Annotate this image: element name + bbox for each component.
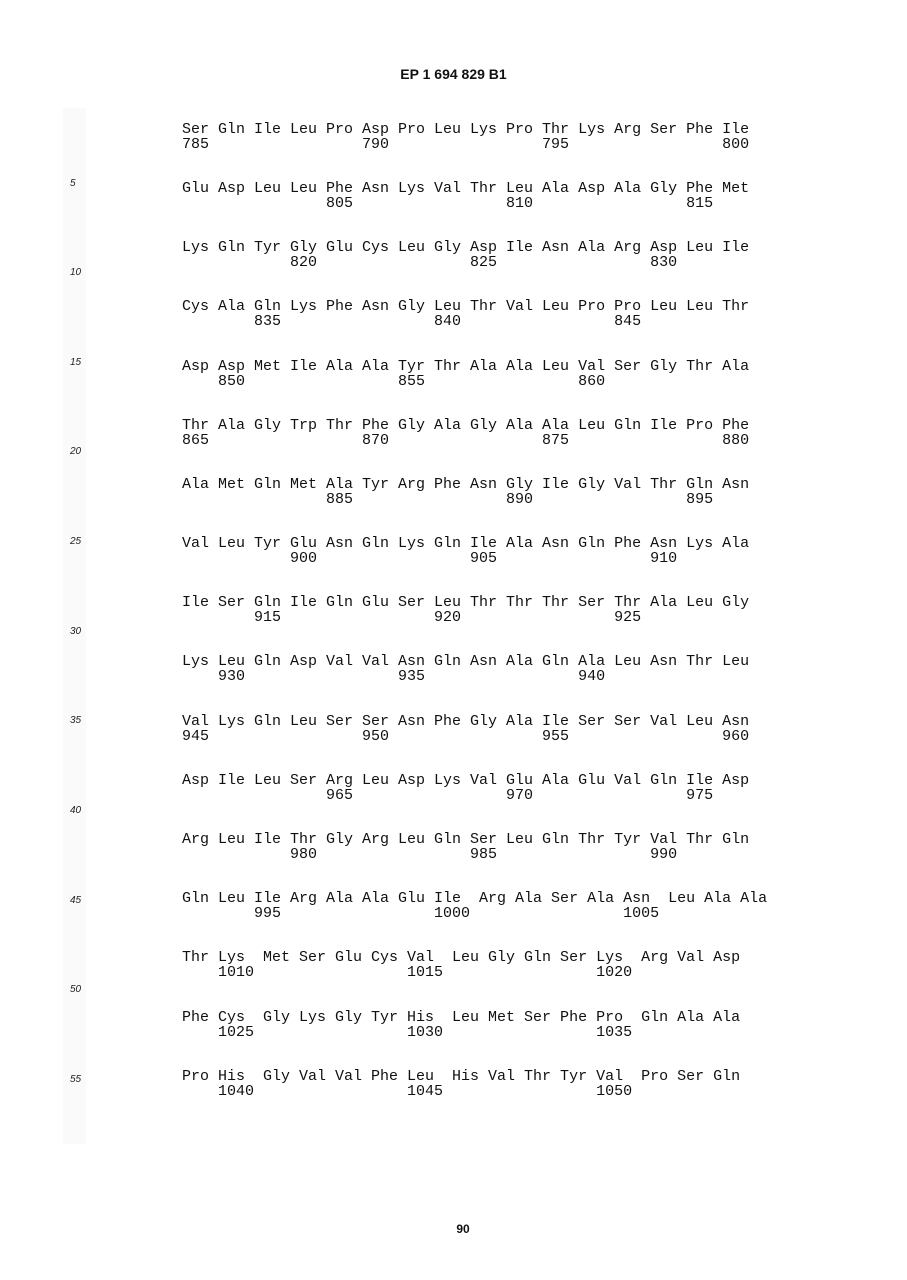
margin-line-number: 15 <box>70 357 82 368</box>
margin-line-number: 20 <box>70 446 82 457</box>
residues: Lys Gln Tyr Gly Glu Cys Leu Gly Asp Ile Asn Ala Arg Asp Leu Ile <box>182 239 750 256</box>
residues: Val Leu Tyr Glu Asn Gln Lys Gln Ile Ala Asn Gln Phe Asn Lys Ala <box>182 535 750 552</box>
residues: Arg Leu Ile Thr Gly Arg Leu Gln Ser Leu Gln Thr Tyr Val Thr Gln <box>182 831 750 848</box>
sequence-row <box>182 418 749 448</box>
residues: Gln Leu Ile Arg Ala Ala Glu Ile Arg Ala Ser Ala Asn Leu Ala Ala <box>182 890 768 907</box>
position-numbers: 835 840 845 <box>182 313 642 330</box>
sequence-row <box>182 477 749 507</box>
sequence-row <box>182 714 749 744</box>
sequence-row <box>182 950 740 980</box>
sequence-row <box>182 891 767 921</box>
sequence-row <box>182 299 749 329</box>
sequence-row <box>182 1010 740 1040</box>
position-numbers: 945 950 955 960 <box>182 728 750 745</box>
margin-line-number: 30 <box>70 626 82 637</box>
sequence-row <box>182 240 749 270</box>
margin-line-number: 35 <box>70 715 82 726</box>
residues: Pro His Gly Val Val Phe Leu His Val Thr Tyr Val Pro Ser Gln <box>182 1068 741 1085</box>
residues: Val Lys Gln Leu Ser Ser Asn Phe Gly Ala Ile Ser Ser Val Leu Asn <box>182 713 750 730</box>
position-numbers: 1010 1015 1020 <box>182 964 633 981</box>
page-number: 90 <box>456 1222 470 1236</box>
residues: Ser Gln Ile Leu Pro Asp Pro Leu Lys Pro Thr Lys Arg Ser Phe Ile <box>182 121 750 138</box>
position-numbers: 995 1000 1005 <box>182 905 660 922</box>
sequence-row <box>182 1069 740 1099</box>
position-numbers: 965 970 975 <box>182 787 714 804</box>
margin-line-number: 45 <box>70 895 82 906</box>
position-numbers: 865 870 875 880 <box>182 432 750 449</box>
margin-line-number: 40 <box>70 805 82 816</box>
patent-number: EP 1 694 829 B1 <box>400 66 507 82</box>
sequence-row <box>182 773 749 803</box>
sequence-row <box>182 654 749 684</box>
residues: Thr Lys Met Ser Glu Cys Val Leu Gly Gln Ser Lys Arg Val Asp <box>182 949 741 966</box>
position-numbers: 915 920 925 <box>182 609 642 626</box>
position-numbers: 805 810 815 <box>182 195 714 212</box>
margin-line-number: 10 <box>70 267 82 278</box>
position-numbers: 1025 1030 1035 <box>182 1024 633 1041</box>
sequence-row <box>182 595 749 625</box>
sequence-row <box>182 359 749 389</box>
residues: Asp Ile Leu Ser Arg Leu Asp Lys Val Glu Ala Glu Val Gln Ile Asp <box>182 772 750 789</box>
position-numbers: 820 825 830 <box>182 254 678 271</box>
sequence-row <box>182 536 749 566</box>
position-numbers: 885 890 895 <box>182 491 714 508</box>
document-header <box>0 66 907 82</box>
position-numbers: 850 855 860 <box>182 373 606 390</box>
page-footer <box>0 1222 907 1236</box>
position-numbers: 930 935 940 <box>182 668 606 685</box>
residues: Thr Ala Gly Trp Thr Phe Gly Ala Gly Ala Ala Leu Gln Ile Pro Phe <box>182 417 750 434</box>
residues: Glu Asp Leu Leu Phe Asn Lys Val Thr Leu Ala Asp Ala Gly Phe Met <box>182 180 750 197</box>
position-numbers: 785 790 795 800 <box>182 136 750 153</box>
position-numbers: 900 905 910 <box>182 550 678 567</box>
residues: Cys Ala Gln Lys Phe Asn Gly Leu Thr Val Leu Pro Pro Leu Leu Thr <box>182 298 750 315</box>
sequence-row <box>182 181 749 211</box>
residues: Asp Asp Met Ile Ala Ala Tyr Thr Ala Ala Leu Val Ser Gly Thr Ala <box>182 358 750 375</box>
sequence-row <box>182 832 749 862</box>
position-numbers: 1040 1045 1050 <box>182 1083 633 1100</box>
sequence-row <box>182 122 749 152</box>
margin-line-number: 55 <box>70 1074 82 1085</box>
position-numbers: 980 985 990 <box>182 846 678 863</box>
margin-line-number: 5 <box>70 178 76 189</box>
residues: Ala Met Gln Met Ala Tyr Arg Phe Asn Gly Ile Gly Val Thr Gln Asn <box>182 476 750 493</box>
residues: Ile Ser Gln Ile Gln Glu Ser Leu Thr Thr Thr Ser Thr Ala Leu Gly <box>182 594 750 611</box>
residues: Phe Cys Gly Lys Gly Tyr His Leu Met Ser Phe Pro Gln Ala Ala <box>182 1009 741 1026</box>
margin-line-number: 50 <box>70 984 82 995</box>
margin-line-number: 25 <box>70 536 82 547</box>
residues: Lys Leu Gln Asp Val Val Asn Gln Asn Ala Gln Ala Leu Asn Thr Leu <box>182 653 750 670</box>
